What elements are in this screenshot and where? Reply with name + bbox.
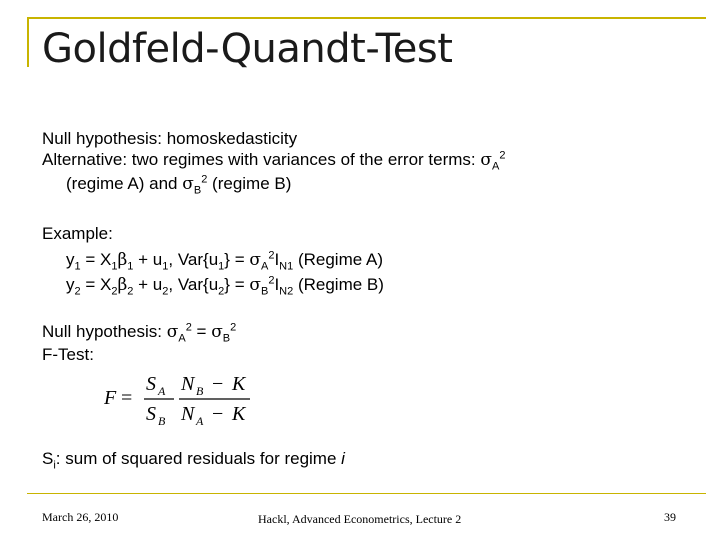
svg-text:−: − <box>212 373 224 395</box>
null-hypothesis-variances: Null hypothesis: $\sigma_A^2 = \sigma_B^2$ <box>42 321 237 345</box>
footer-page-number: 39 <box>664 510 676 524</box>
frame-left-line <box>27 17 29 67</box>
svg-text:B: B <box>196 384 204 398</box>
formula-nb: N <box>181 373 195 395</box>
svg-text:A: A <box>158 384 166 398</box>
formula-na: N <box>181 403 195 425</box>
slide-title: Goldfeld-Quandt-Test <box>42 26 453 72</box>
f-statistic-formula <box>104 368 264 432</box>
footer-course: Hackl, Advanced Econometrics, Lecture 2 <box>258 512 462 526</box>
svg-text:−: − <box>212 403 224 425</box>
si-definition: $S_i$: sum of squared residuals for regime i <box>42 449 345 472</box>
example-label: Example: <box>42 224 113 243</box>
frame-top-line <box>27 17 706 19</box>
alternative-hypothesis-cont: (regime A) and $\sigma_B^2$ (regime B) <box>66 173 292 197</box>
footer-date: March 26, 2010 <box>42 510 119 524</box>
alternative-hypothesis: Alternative: two regimes with variances of the error terms: $\sigma_A^2$ <box>42 149 506 173</box>
formula-sa: S <box>146 373 156 395</box>
formula-equals: = <box>121 387 133 409</box>
svg-text:K: K <box>232 403 246 425</box>
example-equation-2: $y_2 = X_2\beta_2 + u_2$, $Var\{u_2\} = \sigma_B^2I_{N2}$ (Regime B) <box>66 274 384 298</box>
null-hypothesis: Null hypothesis: homoskedasticity <box>42 129 298 148</box>
formula-sb: S <box>146 403 156 425</box>
svg-text:A: A <box>196 414 204 428</box>
f-test-label: F-Test: <box>42 345 94 364</box>
svg-text:B: B <box>158 414 166 428</box>
svg-text:K: K <box>232 373 246 395</box>
example-equation-1: $y_1 = X_1\beta_1 + u_1$, $Var\{u_1\} = \sigma_A^2I_{N1}$ (Regime A) <box>66 249 383 273</box>
footer-line <box>27 493 706 494</box>
formula-f: F <box>104 387 117 409</box>
